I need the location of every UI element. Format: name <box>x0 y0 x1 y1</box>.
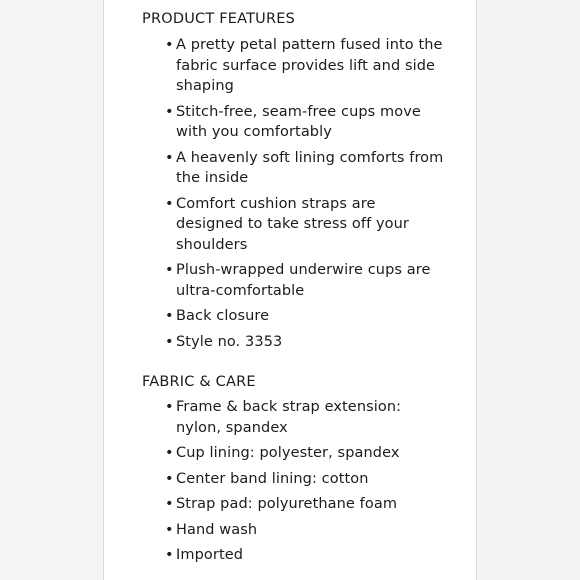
list-item-text: Back closure <box>176 308 270 324</box>
list-item <box>165 397 446 438</box>
bullet-icon: • <box>165 470 174 487</box>
fabric-care-heading: FABRIC & CARE <box>142 374 256 390</box>
list-item-text: Imported <box>176 547 244 563</box>
list-item-text: Hand wash <box>176 521 258 538</box>
list-item-text: Center band lining: cotton <box>176 470 369 487</box>
list-item <box>165 545 446 566</box>
list-item <box>165 306 446 327</box>
bullet-icon: • <box>165 496 174 512</box>
bullet-icon: • <box>165 521 174 538</box>
fabric-care-list <box>165 397 446 571</box>
bullet-icon: • <box>165 445 174 461</box>
list-item-text: Plush-wrapped underwire cups are ultra-comfortable <box>176 262 431 299</box>
list-item-text: A heavenly soft lining comforts from the inside <box>176 149 444 186</box>
list-item <box>165 494 446 515</box>
list-item <box>165 520 446 541</box>
list-item <box>165 102 446 143</box>
background-right <box>478 0 580 580</box>
list-item <box>165 332 446 353</box>
product-details-panel <box>103 0 477 580</box>
list-item-text: Frame & back strap extension: nylon, spandex <box>176 399 402 436</box>
list-item <box>165 469 446 490</box>
list-item <box>165 35 446 97</box>
bullet-icon: • <box>165 399 174 415</box>
bullet-icon: • <box>165 333 174 350</box>
bullet-icon: • <box>165 262 174 278</box>
bullet-icon: • <box>165 149 174 166</box>
list-item <box>165 148 446 189</box>
product-features-heading: PRODUCT FEATURES <box>142 11 296 27</box>
list-item-text: Strap pad: polyurethane foam <box>176 496 398 512</box>
list-item <box>165 260 446 301</box>
list-item <box>165 194 446 256</box>
product-features-list <box>165 35 446 357</box>
bullet-icon: • <box>165 37 174 53</box>
list-item-text: Stitch-free, seam-free cups move with you comfortably <box>176 103 421 140</box>
bullet-icon: • <box>165 547 174 563</box>
list-item <box>165 443 446 464</box>
list-item-text: Style no. 3353 <box>176 333 283 350</box>
bullet-icon: • <box>165 308 174 324</box>
list-item-text: A pretty petal pattern fused into the fabric surface provides lift and side shaping <box>176 37 443 94</box>
list-item-text: Comfort cushion straps are designed to take stress off your shoulders <box>176 195 409 253</box>
background-left <box>0 0 103 580</box>
bullet-icon: • <box>165 195 174 212</box>
bullet-icon: • <box>165 103 174 120</box>
list-item-text: Cup lining: polyester, spandex <box>176 445 400 461</box>
